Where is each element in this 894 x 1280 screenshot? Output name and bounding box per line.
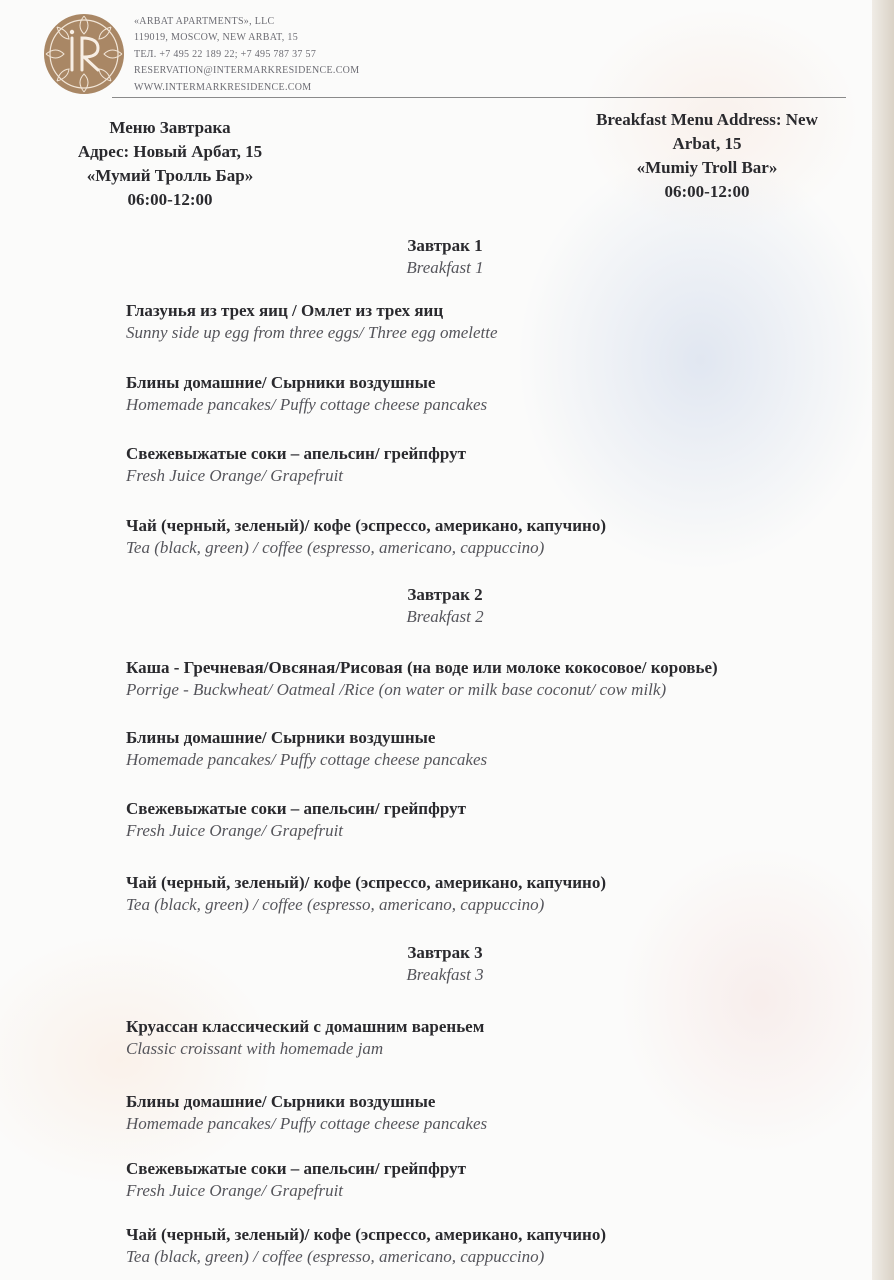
menu-item xyxy=(126,443,866,487)
menu-item-en: Classic croissant with homemade jam xyxy=(126,1039,384,1058)
section-title-ru: Завтрак 1 xyxy=(407,236,483,255)
menu-item-ru: Глазунья из трех яиц / Омлет из трех яиц xyxy=(126,301,444,320)
menu-item xyxy=(126,1016,866,1060)
title-en-line: 06:00-12:00 xyxy=(664,182,750,201)
menu-item xyxy=(126,798,866,842)
menu-item-en: Homemade pancakes/ Puffy cottage cheese pancakes xyxy=(126,1114,488,1133)
company-website: WWW.INTERMARKRESIDENCE.COM xyxy=(134,81,312,93)
title-ru-line: «Мумий Тролль Бар» xyxy=(86,166,254,185)
menu-item xyxy=(126,1224,866,1268)
menu-item xyxy=(126,372,866,416)
menu-item-ru: Свежевыжатые соки – апельсин/ грейпфрут xyxy=(126,799,466,818)
title-russian xyxy=(48,116,292,212)
menu-item-ru: Чай (черный, зеленый)/ кофе (эспрессо, американо, капучино) xyxy=(126,516,607,535)
title-ru-line: Меню Завтрака xyxy=(109,118,231,137)
section-heading xyxy=(300,584,590,628)
section-title-ru: Завтрак 3 xyxy=(407,943,483,962)
menu-item-en: Tea (black, green) / coffee (espresso, americano, cappuccino) xyxy=(126,538,545,557)
company-header xyxy=(134,14,359,96)
section-title-en: Breakfast 3 xyxy=(406,965,484,984)
title-ru-line: Адрес: Новый Арбат, 15 xyxy=(77,142,263,161)
menu-item-ru: Свежевыжатые соки – апельсин/ грейпфрут xyxy=(126,444,466,463)
menu-item-ru: Круассан классический с домашним вареньем xyxy=(126,1017,485,1036)
company-name: «ARBAT APARTMENTS», LLC xyxy=(134,16,275,27)
menu-item-en: Fresh Juice Orange/ Grapefruit xyxy=(126,1181,344,1200)
title-english xyxy=(566,108,848,204)
section-heading xyxy=(300,235,590,279)
menu-item xyxy=(126,1091,866,1135)
menu-item-en: Tea (black, green) / coffee (espresso, americano, cappuccino) xyxy=(126,895,545,914)
company-phone: ТЕЛ. +7 495 22 189 22; +7 495 787 37 57 xyxy=(134,48,317,60)
section-heading xyxy=(300,942,590,986)
menu-item-ru: Каша - Гречневая/Овсяная/Рисовая (на воде или молоке кокосовое/ коровье) xyxy=(126,658,718,677)
menu-item-ru: Чай (черный, зеленый)/ кофе (эспрессо, американо, капучино) xyxy=(126,873,607,892)
section-title-en: Breakfast 1 xyxy=(406,258,484,277)
title-en-line: Breakfast Menu Address: New xyxy=(596,110,818,129)
menu-item xyxy=(126,300,866,344)
section-title-en: Breakfast 2 xyxy=(406,607,484,626)
menu-item xyxy=(126,657,866,701)
menu-item xyxy=(126,727,866,771)
menu-item-ru: Свежевыжатые соки – апельсин/ грейпфрут xyxy=(126,1159,466,1178)
company-address: 119019, MOSCOW, NEW ARBAT, 15 xyxy=(134,32,298,44)
title-ru-line: 06:00-12:00 xyxy=(127,190,213,209)
title-en-line: «Mumiy Troll Bar» xyxy=(636,158,778,177)
menu-item-en: Fresh Juice Orange/ Grapefruit xyxy=(126,821,344,840)
company-email: RESERVATION@INTERMARKRESIDENCE.COM xyxy=(134,65,360,77)
menu-item-en: Fresh Juice Orange/ Grapefruit xyxy=(126,466,344,485)
menu-item-en: Porrige - Buckwheat/ Oatmeal /Rice (on water or milk base coconut/ cow milk) xyxy=(126,680,667,699)
menu-item-ru: Блины домашние/ Сырники воздушные xyxy=(126,728,436,747)
menu-item-en: Homemade pancakes/ Puffy cottage cheese pancakes xyxy=(126,750,488,769)
intermark-residence-logo xyxy=(42,12,126,96)
header-divider xyxy=(112,97,846,98)
title-en-line: Arbat, 15 xyxy=(672,134,742,153)
menu-item-en: Homemade pancakes/ Puffy cottage cheese pancakes xyxy=(126,395,488,414)
section-title-ru: Завтрак 2 xyxy=(407,585,483,604)
menu-item-ru: Блины домашние/ Сырники воздушные xyxy=(126,1092,436,1111)
menu-item-en: Tea (black, green) / coffee (espresso, americano, cappuccino) xyxy=(126,1247,545,1266)
menu-item-en: Sunny side up egg from three eggs/ Three egg omelette xyxy=(126,323,498,342)
menu-item xyxy=(126,515,866,559)
menu-item xyxy=(126,872,866,916)
menu-item-ru: Чай (черный, зеленый)/ кофе (эспрессо, американо, капучино) xyxy=(126,1225,607,1244)
menu-item-ru: Блины домашние/ Сырники воздушные xyxy=(126,373,436,392)
paper-edge xyxy=(872,0,894,1280)
menu-item xyxy=(126,1158,866,1202)
